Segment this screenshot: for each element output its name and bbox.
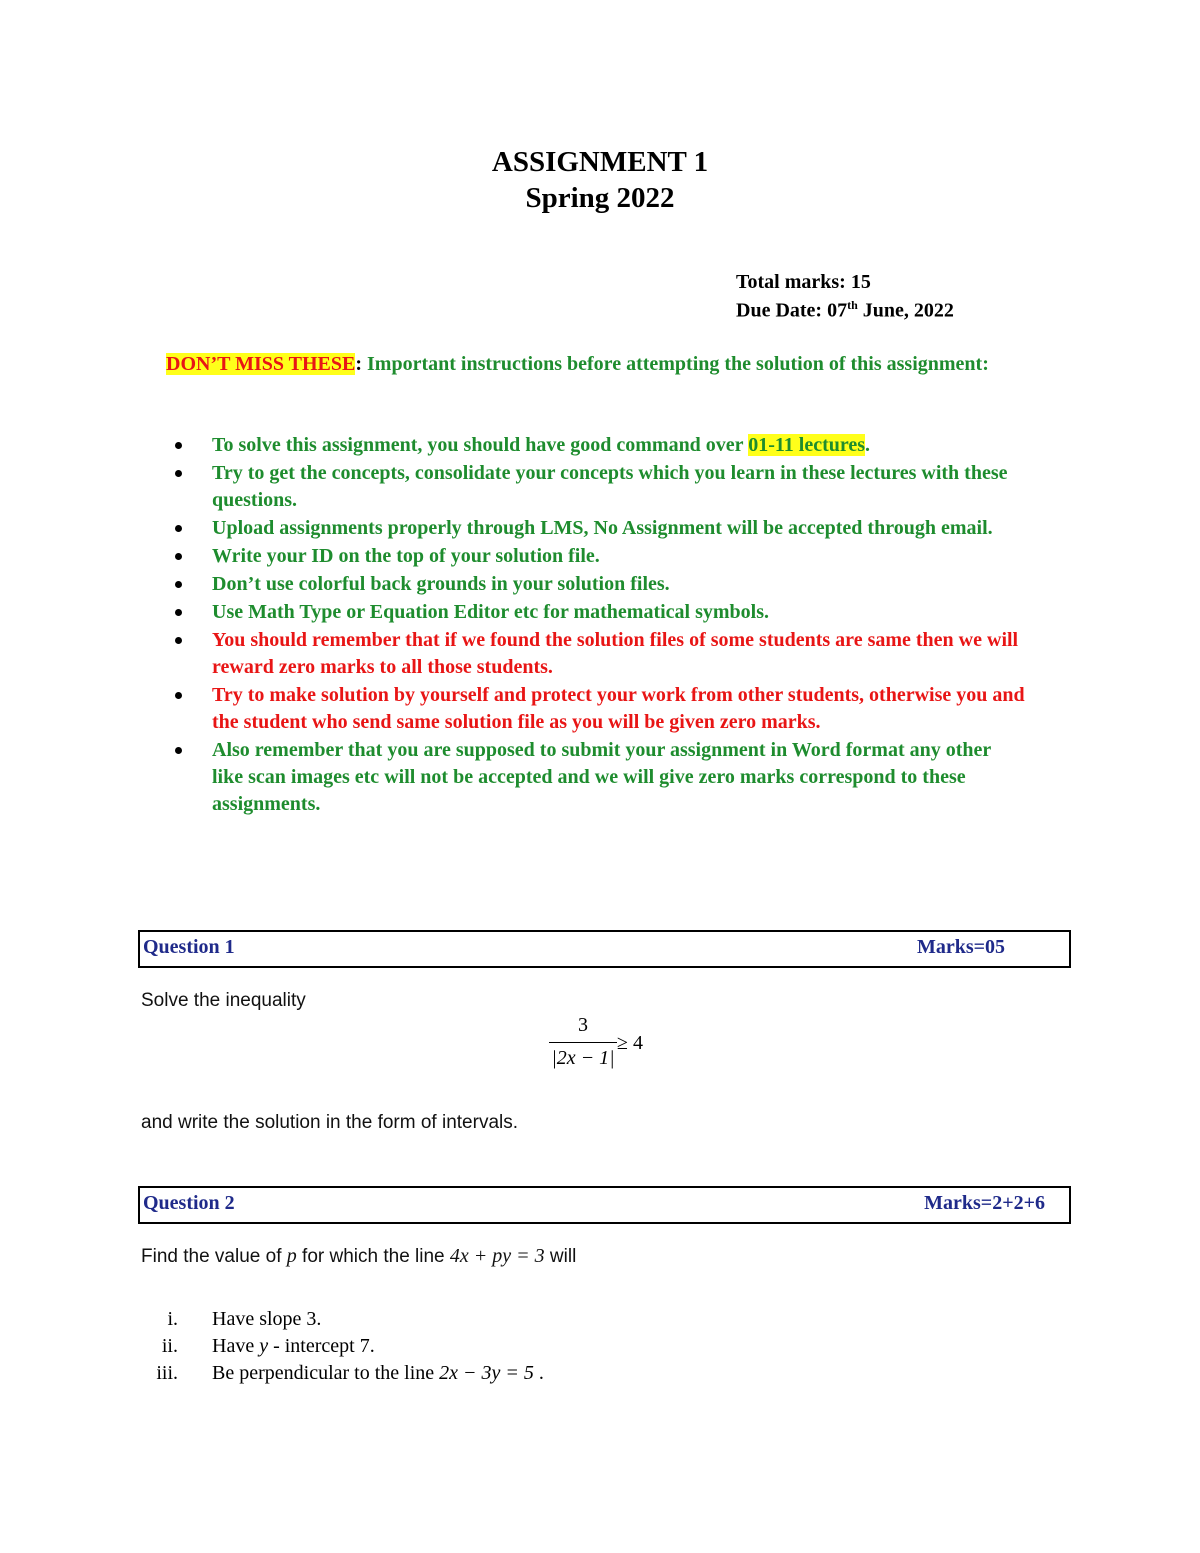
part-number: ii. [161, 1335, 178, 1357]
dont-miss-highlight: DON’T MISS THESE [166, 353, 356, 375]
instruction-text: Use Math Type or Equation Editor etc for mathematical symbols. [212, 601, 770, 623]
notice-rest: before attempting the solution of this assignment: [562, 353, 989, 375]
part-text-suffix: - intercept 7. [268, 1335, 375, 1357]
bullet-icon [175, 692, 182, 699]
instruction-item-warning [166, 627, 1026, 681]
instruction-text: Try to get the concepts, consolidate your concepts which you learn in these lectures with these questions. [212, 462, 1008, 511]
instruction-item-warning [166, 682, 1026, 736]
question-2-marks: Marks=2+2+6 [924, 1192, 1045, 1214]
bullet-icon [175, 442, 182, 449]
part-var-y: y [259, 1335, 269, 1357]
instruction-item [166, 543, 1026, 570]
question-1-intro: Solve the inequality [141, 990, 306, 1011]
instruction-text: Try to make solution by yourself and protect your work from other students, otherwise you and the student who send same solution file as you will be given zero marks. [212, 684, 1025, 733]
instruction-item [166, 599, 1026, 626]
q2-intro-mid: for which the line [296, 1246, 450, 1267]
inequality-relation: ≥ 4 [617, 1032, 643, 1054]
part-text: Have slope 3. [212, 1308, 322, 1330]
instruction-list [166, 432, 1026, 819]
instruction-text: Don’t use colorful back grounds in your solution files. [212, 573, 670, 595]
part-text [212, 1335, 375, 1358]
part-text [212, 1362, 544, 1385]
instruction-text: To solve this assignment, you should have good command over [212, 434, 749, 456]
instruction-item [166, 571, 1026, 598]
due-date-sup: th [847, 298, 858, 312]
fraction-denominator: |2x − 1| [551, 1047, 615, 1069]
lectures-highlight: 01-11 lectures [748, 434, 866, 456]
question-2-label: Question 2 [143, 1192, 235, 1214]
instruction-text: Also remember that you are supposed to submit your assignment in Word format any other like scan images etc will not be accepted and we will give zero marks correspond to these assignments. [212, 739, 991, 815]
question-1-marks: Marks=05 [916, 936, 1005, 958]
instruction-item [166, 515, 1026, 542]
due-date-suffix: June, 2022 [857, 299, 954, 322]
bullet-icon [175, 747, 182, 754]
q2-var-p: p [286, 1245, 297, 1267]
instruction-text: Upload assignments properly through LMS, No Assignment will be accepted through email. [212, 517, 993, 539]
inequality-fraction [549, 1014, 617, 1070]
part-equation: 2x − 3y = 5 [439, 1362, 534, 1384]
question-2-intro [141, 1245, 576, 1268]
instruction-item [166, 460, 1026, 514]
part-text-prefix: Have [212, 1335, 260, 1357]
question-1-header [138, 930, 1071, 968]
question-1-outro: and write the solution in the form of intervals. [141, 1112, 519, 1133]
bullet-icon [175, 581, 182, 588]
fraction-numerator: 3 [578, 1014, 588, 1036]
question-2-header [138, 1186, 1071, 1224]
assignment-title: ASSIGNMENT 1 [491, 146, 709, 178]
instruction-text: Write your ID on the top of your solution file. [212, 545, 600, 567]
q2-intro-suffix: will [544, 1246, 577, 1267]
important-instructions: Important instructions [367, 353, 563, 375]
q2-intro-prefix: Find the value of [141, 1246, 287, 1267]
instruction-text: You should remember that if we found the solution files of some students are same then we will reward zero marks to all those students. [212, 629, 1019, 678]
question-1-label: Question 1 [143, 936, 235, 958]
part-number: iii. [156, 1362, 178, 1384]
bullet-icon [175, 525, 182, 532]
bullet-icon [175, 637, 182, 644]
instruction-text-end: . [865, 434, 871, 456]
part-text-suffix: . [533, 1362, 544, 1384]
notice-colon: : [355, 353, 367, 375]
bullet-icon [175, 553, 182, 560]
due-date-prefix: Due Date: 07 [736, 299, 848, 322]
instructions-heading [166, 349, 1046, 380]
q2-line-equation: 4x + py = 3 [449, 1245, 545, 1267]
instruction-item [166, 432, 1026, 459]
total-marks: Total marks: 15 [736, 271, 871, 293]
part-number: i. [167, 1308, 178, 1330]
part-text-prefix: Be perpendicular to the line [212, 1362, 440, 1384]
instruction-item [166, 737, 1026, 818]
semester: Spring 2022 [525, 182, 675, 214]
due-date [736, 298, 954, 323]
bullet-icon [175, 470, 182, 477]
bullet-icon [175, 609, 182, 616]
